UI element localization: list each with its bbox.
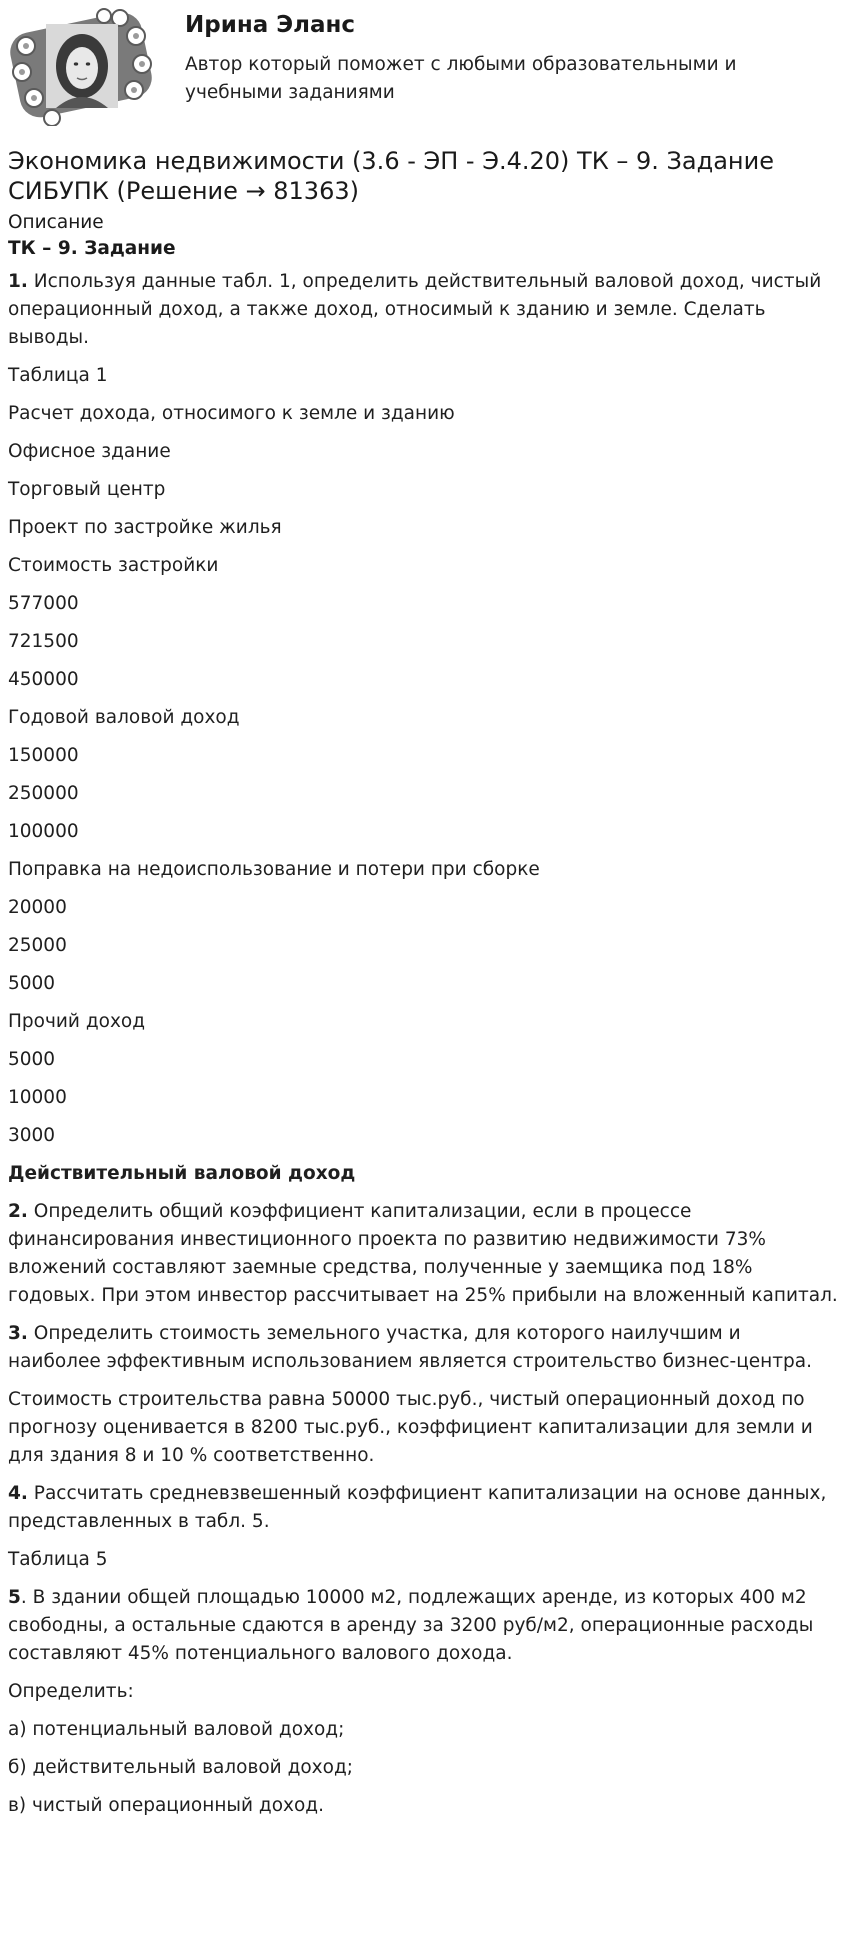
table-1-line: Поправка на недоиспользование и потери при сборке (8, 859, 540, 880)
question-4 (8, 1480, 838, 1536)
question-4-number: 4. (8, 1483, 28, 1504)
task-heading: ТК – 9. Задание (8, 238, 176, 259)
question-3-text: Определить стоимость земельного участка, для которого наилучшим и наиболее эффективным использованием является строительство бизнес-центра. (8, 1323, 813, 1372)
table-1-line: 5000 (8, 973, 56, 994)
author-name[interactable]: Ирина Эланс (185, 12, 356, 38)
table-1-line: Стоимость застройки (8, 555, 219, 576)
table-1-line: 10000 (8, 1087, 67, 1108)
table-1-line: 3000 (8, 1125, 56, 1146)
author-description: Автор который поможет с любыми образовательными и учебными заданиями (185, 54, 737, 103)
author-card (8, 8, 838, 126)
table-1-line: Таблица 1 (8, 365, 108, 386)
question-3 (8, 1320, 838, 1376)
table-1-line: 721500 (8, 631, 79, 652)
table-1-line: Торговый центр (8, 479, 166, 500)
question-2-text: Определить общий коэффициент капитализации, если в процессе финансирования инвестиционного проекта по развитию недвижимости 73% вложений составляют заемные средства, полученные у заемщика под 18% годовых. При этом инвестор рассчитывает на 25% прибыли на вложенный капитал. (8, 1201, 838, 1306)
author-avatar[interactable] (8, 8, 154, 126)
determine-label: Определить: (8, 1681, 134, 1702)
question-5-number: 5 (8, 1587, 21, 1608)
table-1-line: Проект по застройке жилья (8, 517, 282, 538)
table-5-label: Таблица 5 (8, 1549, 108, 1570)
table-1-line: 25000 (8, 935, 67, 956)
question-2 (8, 1198, 838, 1310)
table-1-line: 150000 (8, 745, 79, 766)
table-1-line: 577000 (8, 593, 79, 614)
question-5-text: . В здании общей площадью 10000 м2, подлежащих аренде, из которых 400 м2 свободны, а остальные сдаются в аренду за 3200 руб/м2, операционные расходы составляют 45% потенциального валового дохода. (8, 1587, 814, 1664)
table-1-line: 5000 (8, 1049, 56, 1070)
table-1-line: Расчет дохода, относимого к земле и зданию (8, 403, 455, 424)
question-4-text: Рассчитать средневзвешенный коэффициент капитализации на основе данных, представленных в табл. 5. (8, 1483, 827, 1532)
question-5 (8, 1584, 838, 1668)
table-1-line: Прочий доход (8, 1011, 145, 1032)
document-title: Экономика недвижимости (3.6 - ЭП - Э.4.20) ТК – 9. Задание СИБУПК (Решение → 81363) (8, 147, 774, 205)
table-1-line: Офисное здание (8, 441, 171, 462)
description-label: Описание (8, 212, 104, 233)
table-1-line: 450000 (8, 669, 79, 690)
table-1-lines (8, 362, 838, 1188)
table-1-line: 20000 (8, 897, 67, 918)
question-2-number: 2. (8, 1201, 28, 1222)
document-content (8, 146, 838, 1830)
table-1-line: 100000 (8, 821, 79, 842)
question-3-detail: Стоимость строительства равна 50000 тыс.руб., чистый операционный доход по прогнозу оценивается в 8200 тыс.руб., коэффициент капитализации для земли и для здания 8 и 10 % соответственно. (8, 1389, 813, 1466)
determine-item: а) потенциальный валовой доход; (8, 1719, 345, 1740)
question-1-text: Используя данные табл. 1, определить действительный валовой доход, чистый операционный доход, а также доход, относимый к зданию и земле. Сделать выводы. (8, 271, 822, 348)
table-1-line: Годовой валовой доход (8, 707, 240, 728)
question-1-number: 1. (8, 271, 28, 292)
question-3-number: 3. (8, 1323, 28, 1344)
question-1 (8, 268, 838, 352)
table-1-line: 250000 (8, 783, 79, 804)
table-1-bold-line: Действительный валовой доход (8, 1163, 356, 1184)
determine-item: в) чистый операционный доход. (8, 1795, 324, 1816)
determine-item: б) действительный валовой доход; (8, 1757, 353, 1778)
